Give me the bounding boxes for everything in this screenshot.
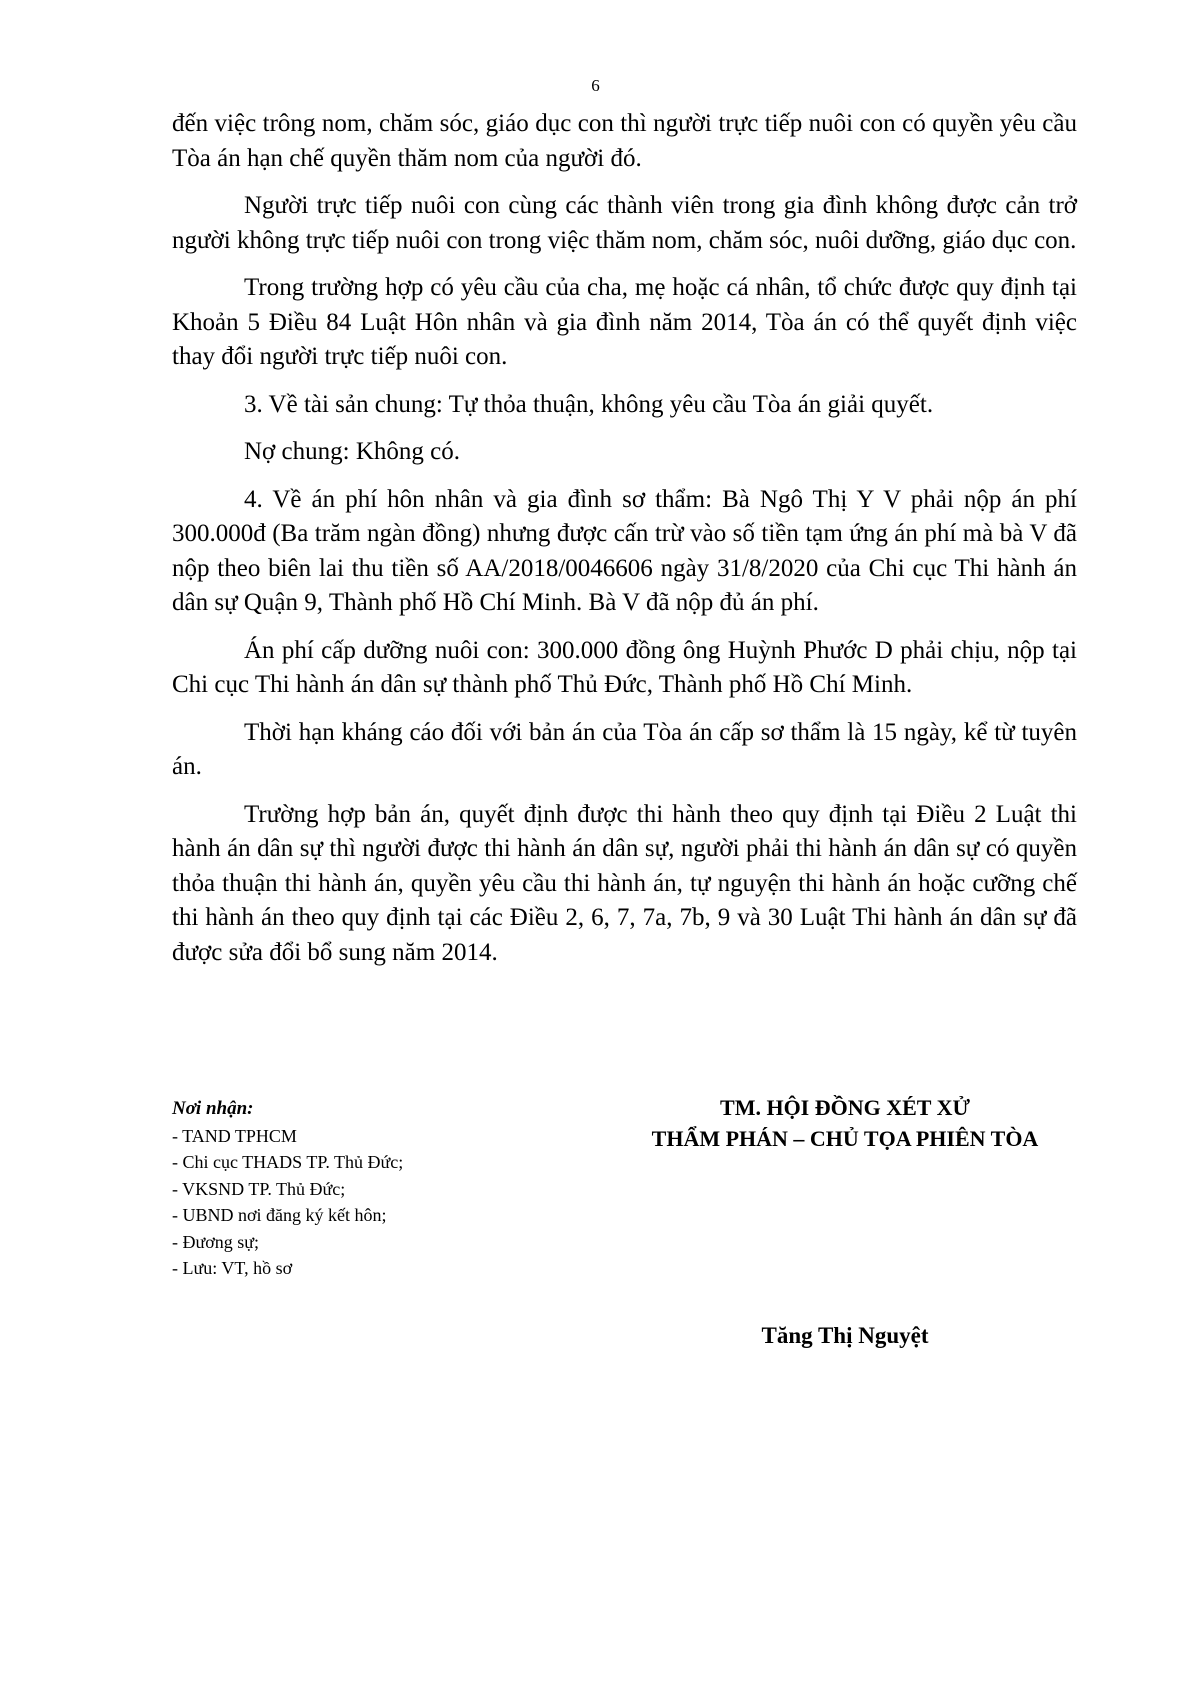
signature-title-council: TM. HỘI ĐỒNG XÉT XỬ xyxy=(720,1095,970,1120)
judgment-body xyxy=(172,107,1077,983)
signature-block xyxy=(600,1092,1090,1154)
recipient-item: - TAND TPHCM xyxy=(172,1125,297,1146)
paragraph-visitation-restriction: đến việc trông nom, chăm sóc, giáo dục con thì người trực tiếp nuôi con có quyền yêu cầu Tòa án hạn chế quyền thăm nom của người đó. xyxy=(172,110,1077,172)
recipient-item: - UBND nơi đăng ký kết hôn; xyxy=(172,1205,387,1225)
recipient-item: - Lưu: VT, hồ sơ xyxy=(172,1258,293,1278)
signer-name: Tăng Thị Nguyệt xyxy=(761,1323,929,1348)
paragraph-appeal-deadline: Thời hạn kháng cáo đối với bản án của Tòa án cấp sơ thẩm là 15 ngày, kể từ tuyên án. xyxy=(172,718,1077,780)
paragraph-enforcement: Trường hợp bản án, quyết định được thi hành theo quy định tại Điều 2 Luật thi hành án dân sự thì người được thi hành án dân sự, người phải thi hành án dân sự có quyền thỏa thuận thi hành án, quyền yêu cầu thi hành án, tự nguyện thi hành án hoặc cưỡng chế thi hành án theo quy định tại các Điều 2, 6, 7, 7a, 7b, 9 và 30 Luật Thi hành án dân sự đã được sửa đổi bổ sung năm 2014. xyxy=(172,800,1077,966)
recipient-item: - Chi cục THADS TP. Thủ Đức; xyxy=(172,1152,404,1172)
paragraph-no-obstruction: Người trực tiếp nuôi con cùng các thành viên trong gia đình không được cản trở người không trực tiếp nuôi con trong việc thăm nom, chăm sóc, nuôi dưỡng, giáo dục con. xyxy=(172,192,1077,254)
paragraph-change-custodian: Trong trường hợp có yêu cầu của cha, mẹ hoặc cá nhân, tổ chức được quy định tại Khoản 5 Điều 84 Luật Hôn nhân và gia đình năm 2014, Tòa án có thể quyết định việc thay đổi người trực tiếp nuôi con. xyxy=(172,274,1077,370)
paragraph-common-debt: Nợ chung: Không có. xyxy=(244,438,460,465)
signature-title-judge: THẨM PHÁN – CHỦ TỌA PHIÊN TÒA xyxy=(651,1126,1039,1151)
recipients-block xyxy=(172,1096,552,1282)
recipient-item: - Đương sự; xyxy=(172,1231,260,1252)
recipients-heading: Nơi nhận: xyxy=(172,1098,254,1119)
paragraph-court-fee: 4. Về án phí hôn nhân và gia đình sơ thẩm: Bà Ngô Thị Y V phải nộp án phí 300.000đ (Ba trăm ngàn đồng) nhưng được cấn trừ vào số tiền tạm ứng án phí mà bà V đã nộp theo biên lai thu tiền số AA/2018/0046606 ngày 31/8/2020 của Chi cục Thi hành án dân sự Quận 9, Thành phố Hồ Chí Minh. Bà V đã nộp đủ án phí. xyxy=(172,485,1077,616)
paragraph-child-support-fee: Án phí cấp dưỡng nuôi con: 300.000 đồng ông Huỳnh Phước D phải chịu, nộp tại Chi cục Thi hành án dân sự thành phố Thủ Đức, Thành phố Hồ Chí Minh. xyxy=(172,636,1077,698)
page-number: 6 xyxy=(591,76,600,95)
recipient-item: - VKSND TP. Thủ Đức; xyxy=(172,1178,346,1199)
paragraph-common-property: 3. Về tài sản chung: Tự thỏa thuận, không yêu cầu Tòa án giải quyết. xyxy=(244,390,934,418)
